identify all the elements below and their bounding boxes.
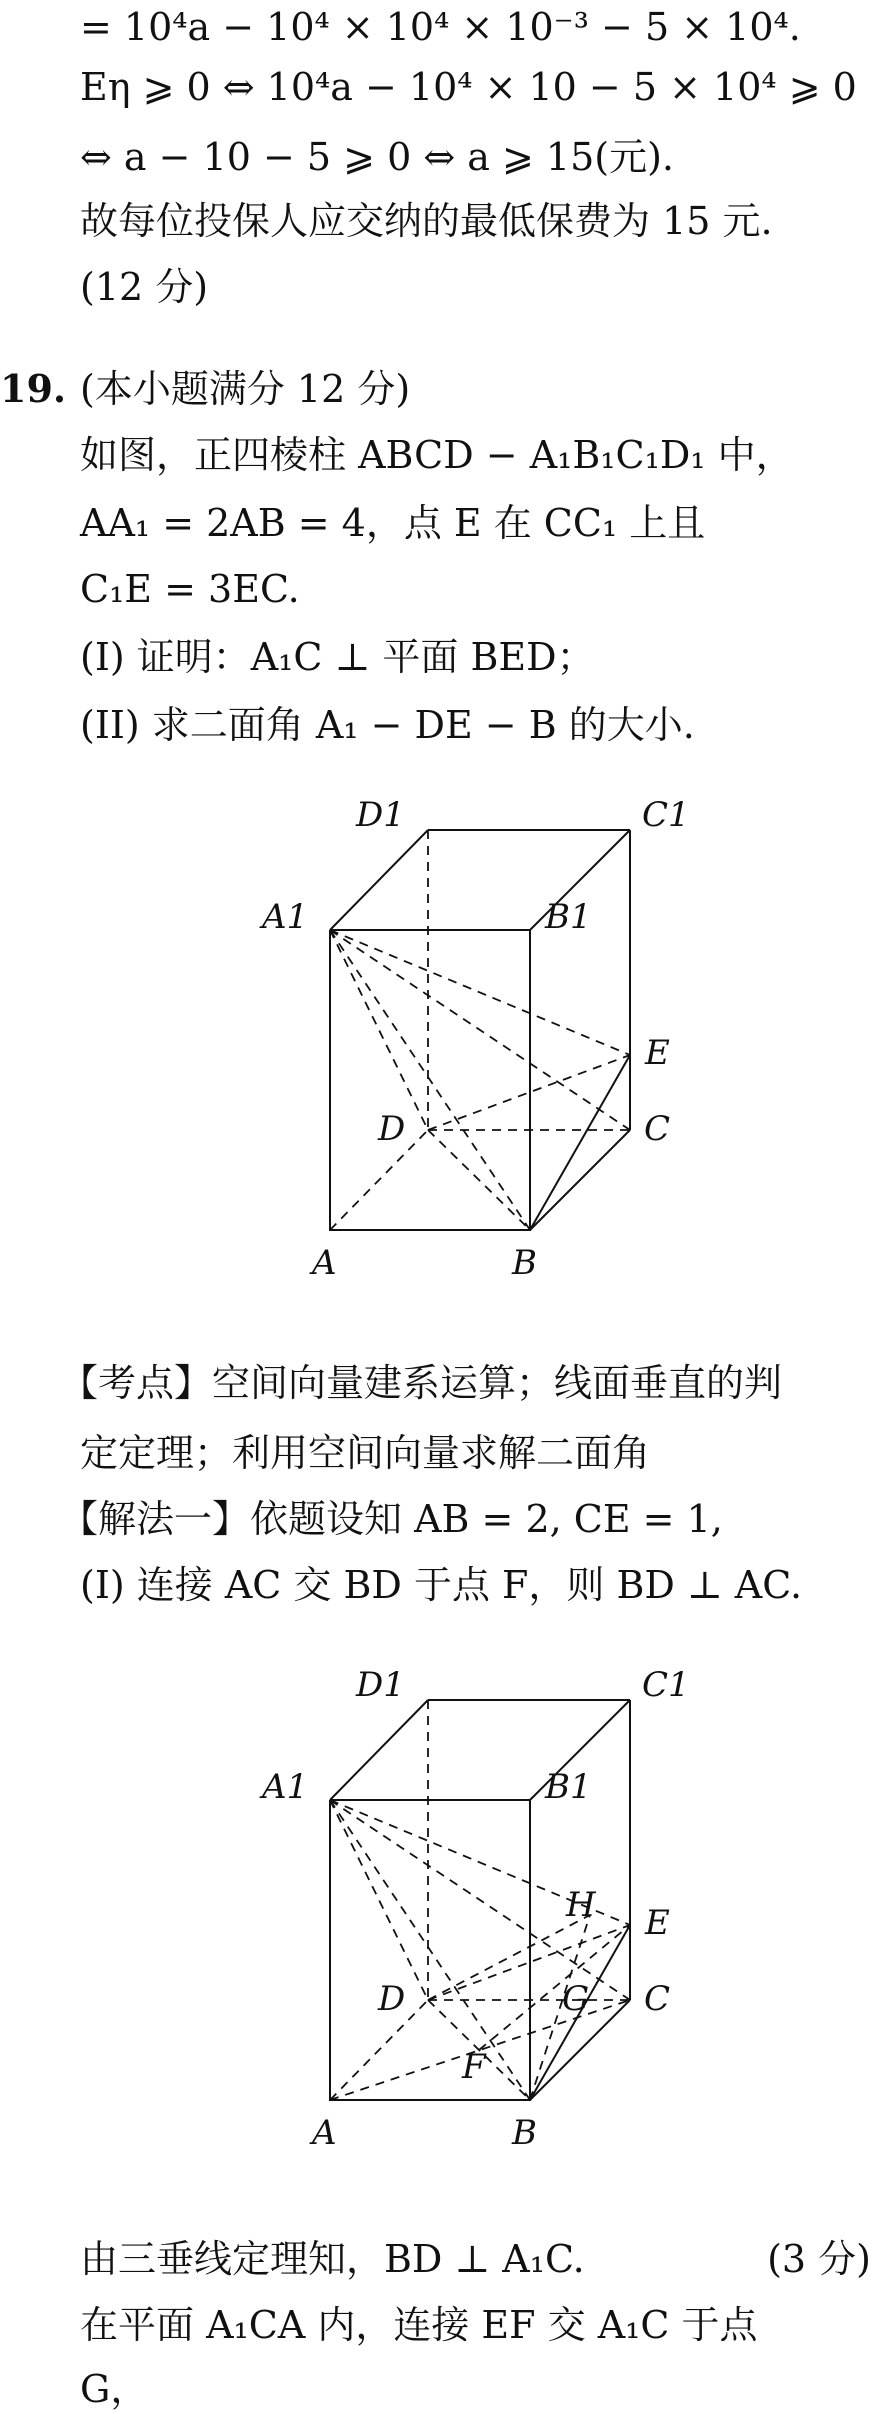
question-part-1: (I) 证明：A₁C ⊥ 平面 BED；: [80, 635, 595, 679]
kaodian-line-1: 【考点】空间向量建系运算；线面垂直的判: [60, 1361, 783, 1405]
edge-b-e: [530, 1055, 630, 1230]
edge-a1-d1: [330, 830, 428, 930]
bottom-line-2: 在平面 A₁CA 内，连接 EF 交 A₁C 于点: [80, 2303, 758, 2347]
hidden-edge-d-b: [428, 1130, 530, 1230]
hidden-edge-a1-d: [330, 1800, 428, 2000]
label-a: A: [312, 2113, 337, 2153]
label-g: G: [562, 1979, 590, 2019]
label-d1: D1: [356, 1665, 405, 1705]
question-header: (本小题满分 12 分): [80, 367, 411, 411]
score-3: (3 分): [767, 2237, 871, 2281]
hidden-edge-a1-e: [330, 930, 630, 1055]
question-part-2: (II) 求二面角 A₁ − DE − B 的大小.: [80, 703, 695, 747]
figure-prism-1: [0, 790, 877, 1294]
label-b1: B1: [545, 1767, 592, 1807]
top-line-1: = 10⁴a − 10⁴ × 10⁴ × 10⁻³ − 5 × 10⁴.: [80, 5, 801, 49]
bottom-line-1: 由三垂线定理知，BD ⊥ A₁C.: [80, 2237, 585, 2281]
label-e: E: [645, 1033, 670, 1073]
method-one: 【解法一】依题设知 AB = 2, CE = 1,: [60, 1497, 723, 1541]
label-a: A: [312, 1243, 337, 1283]
hidden-edge-a1-d: [330, 930, 428, 1130]
label-a1: A1: [262, 1767, 309, 1807]
edge-b-c: [530, 1130, 630, 1230]
question-line-1: 如图，正四棱柱 ABCD − A₁B₁C₁D₁ 中，: [80, 433, 794, 477]
label-f: F: [462, 2047, 486, 2087]
question-line-2: AA₁ = 2AB = 4，点 E 在 CC₁ 上且: [80, 501, 706, 545]
solution-step-1: (I) 连接 AC 交 BD 于点 F，则 BD ⊥ AC.: [80, 1563, 803, 1607]
kaodian-line-2: 定定理；利用空间向量求解二面角: [80, 1431, 651, 1475]
hidden-edge-a1-c: [330, 930, 630, 1130]
label-b: B: [512, 1243, 537, 1283]
label-c: C: [644, 1109, 671, 1149]
label-c1: C1: [642, 1665, 690, 1705]
top-line-5-score: (12 分): [80, 265, 209, 309]
label-d: D: [378, 1979, 406, 2019]
label-h: H: [566, 1885, 596, 1925]
label-e: E: [645, 1903, 670, 1943]
figure-prism-2: [0, 1660, 877, 2164]
label-d: D: [378, 1109, 406, 1149]
top-line-3: ⇔ a − 10 − 5 ⩾ 0 ⇔ a ⩾ 15(元).: [80, 135, 675, 179]
label-c1: C1: [642, 795, 690, 835]
label-d1: D1: [356, 795, 405, 835]
bottom-line-3: G，: [80, 2367, 149, 2411]
question-number: 19.: [0, 366, 67, 411]
label-b: B: [512, 2113, 537, 2153]
question-line-3: C₁E = 3EC.: [80, 567, 300, 611]
top-line-2: Eη ⩾ 0 ⇔ 10⁴a − 10⁴ × 10 − 5 × 10⁴ ⩾ 0: [80, 65, 857, 109]
hidden-edge-a1-b: [330, 1800, 530, 2100]
label-a1: A1: [262, 897, 309, 937]
hidden-edge-a1-b: [330, 930, 530, 1230]
label-b1: B1: [545, 897, 592, 937]
hidden-edge-f-e: [479, 1925, 630, 2050]
edge-a1-d1: [330, 1700, 428, 1800]
label-c: C: [644, 1979, 671, 2019]
top-line-4: 故每位投保人应交纳的最低保费为 15 元.: [80, 199, 773, 243]
